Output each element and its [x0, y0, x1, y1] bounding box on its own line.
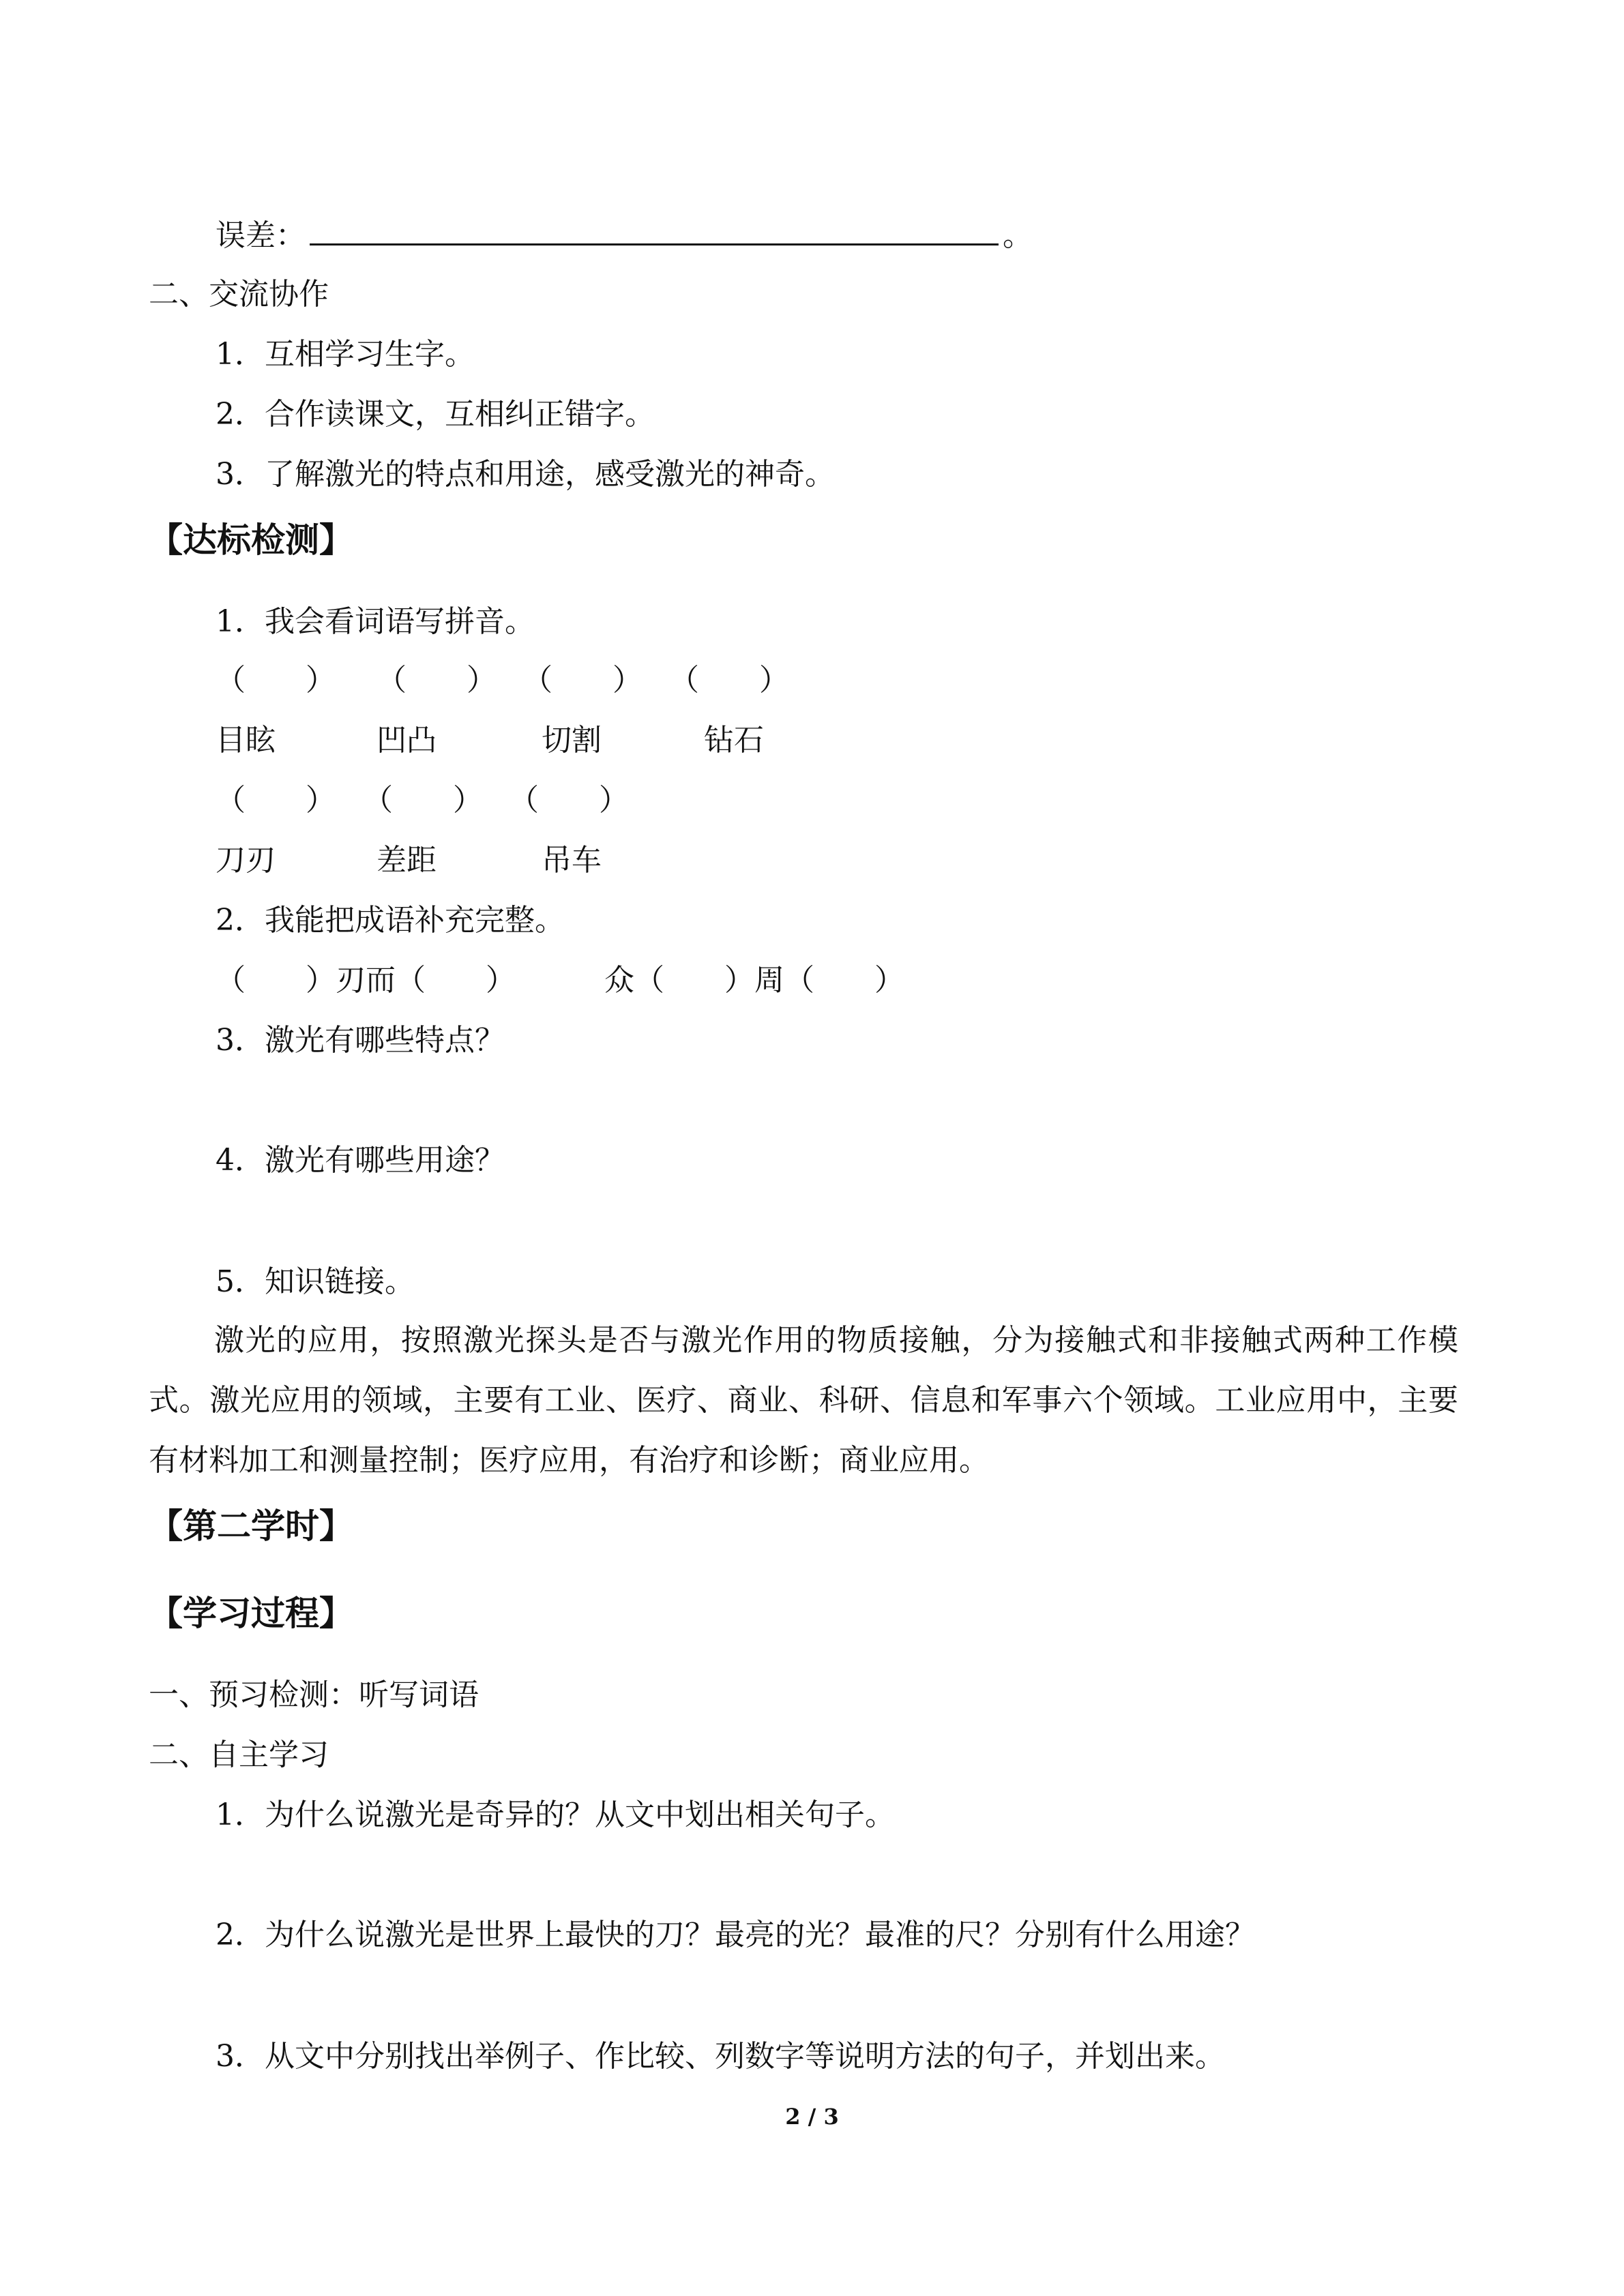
exchange-item: 3．了解激光的特点和用途，感受激光的神奇。	[216, 457, 835, 492]
exchange-item: 2．合作读课文，互相纠正错字。	[216, 397, 655, 432]
heading-period-2: 【第二学时】	[149, 1506, 353, 1546]
knowledge-link-paragraph: 激光的应用，按照激光探头是否与激光作用的物质接触，分为接触式和非接触式两种工作模式。激光应用的领域，主要有工业、医疗、商业、科研、信息和军事六个领域。工业应用中，主要有材料加工和测量控制；医疗应用，有治疗和诊断；商业应用。	[149, 1323, 1458, 1478]
pinyin-blank[interactable]: （ ）	[363, 783, 483, 818]
test-q3: 3．激光有哪些特点？	[216, 1023, 505, 1058]
pinyin-blank[interactable]: （ ）	[216, 783, 336, 818]
test-q5: 5．知识链接。	[216, 1264, 415, 1299]
pinyin-blank[interactable]: （ ）	[216, 663, 336, 698]
test-q4: 4．激光有哪些用途？	[216, 1143, 505, 1178]
process-q3: 3．从文中分别找出举例子、作比较、列数字等说明方法的句子，并划出来。	[216, 2039, 1225, 2074]
idiom-row	[216, 960, 1034, 1001]
words-row-1	[216, 720, 898, 761]
process-q2: 2．为什么说激光是世界上最快的刀？最亮的光？最准的尺？分别有什么用途？	[216, 1918, 1255, 1952]
period: 。	[1003, 218, 1033, 253]
word: 刀刃	[216, 843, 276, 878]
error-label: 误差：	[216, 218, 306, 253]
heading-test: 【达标检测】	[149, 520, 353, 560]
answer-blank[interactable]	[310, 216, 999, 245]
word: 凹凸	[377, 723, 437, 758]
pinyin-row-2	[216, 780, 898, 821]
process-q1: 1．为什么说激光是奇异的？从文中划出相关句子。	[216, 1798, 895, 1832]
section-exchange-title: 二、交流协作	[149, 277, 329, 312]
pinyin-blank[interactable]: （ ）	[377, 663, 497, 698]
word: 钻石	[704, 723, 764, 758]
error-line	[216, 215, 1033, 256]
test-q2: 2．我能把成语补充完整。	[216, 903, 565, 938]
word: 目眩	[216, 723, 276, 758]
pinyin-row-1	[216, 660, 898, 701]
idiom-blank[interactable]: （ ）刃而（ ）	[216, 963, 516, 998]
word: 差距	[377, 843, 437, 878]
process-s2: 二、自主学习	[149, 1738, 329, 1772]
words-row-2	[216, 840, 898, 881]
pinyin-blank[interactable]: （ ）	[669, 663, 789, 698]
pinyin-blank[interactable]: （ ）	[509, 783, 629, 818]
test-q1: 1．我会看词语写拼音。	[216, 604, 535, 639]
word: 切割	[542, 723, 602, 758]
process-s1: 一、预习检测：听写词语	[149, 1678, 479, 1712]
page-number: 2 / 3	[785, 2104, 839, 2130]
exchange-item: 1．互相学习生字。	[216, 337, 475, 372]
pinyin-blank[interactable]: （ ）	[522, 663, 643, 698]
idiom-blank[interactable]: 众（ ）周（ ）	[604, 963, 904, 998]
heading-process: 【学习过程】	[149, 1594, 353, 1633]
word: 吊车	[542, 843, 602, 878]
